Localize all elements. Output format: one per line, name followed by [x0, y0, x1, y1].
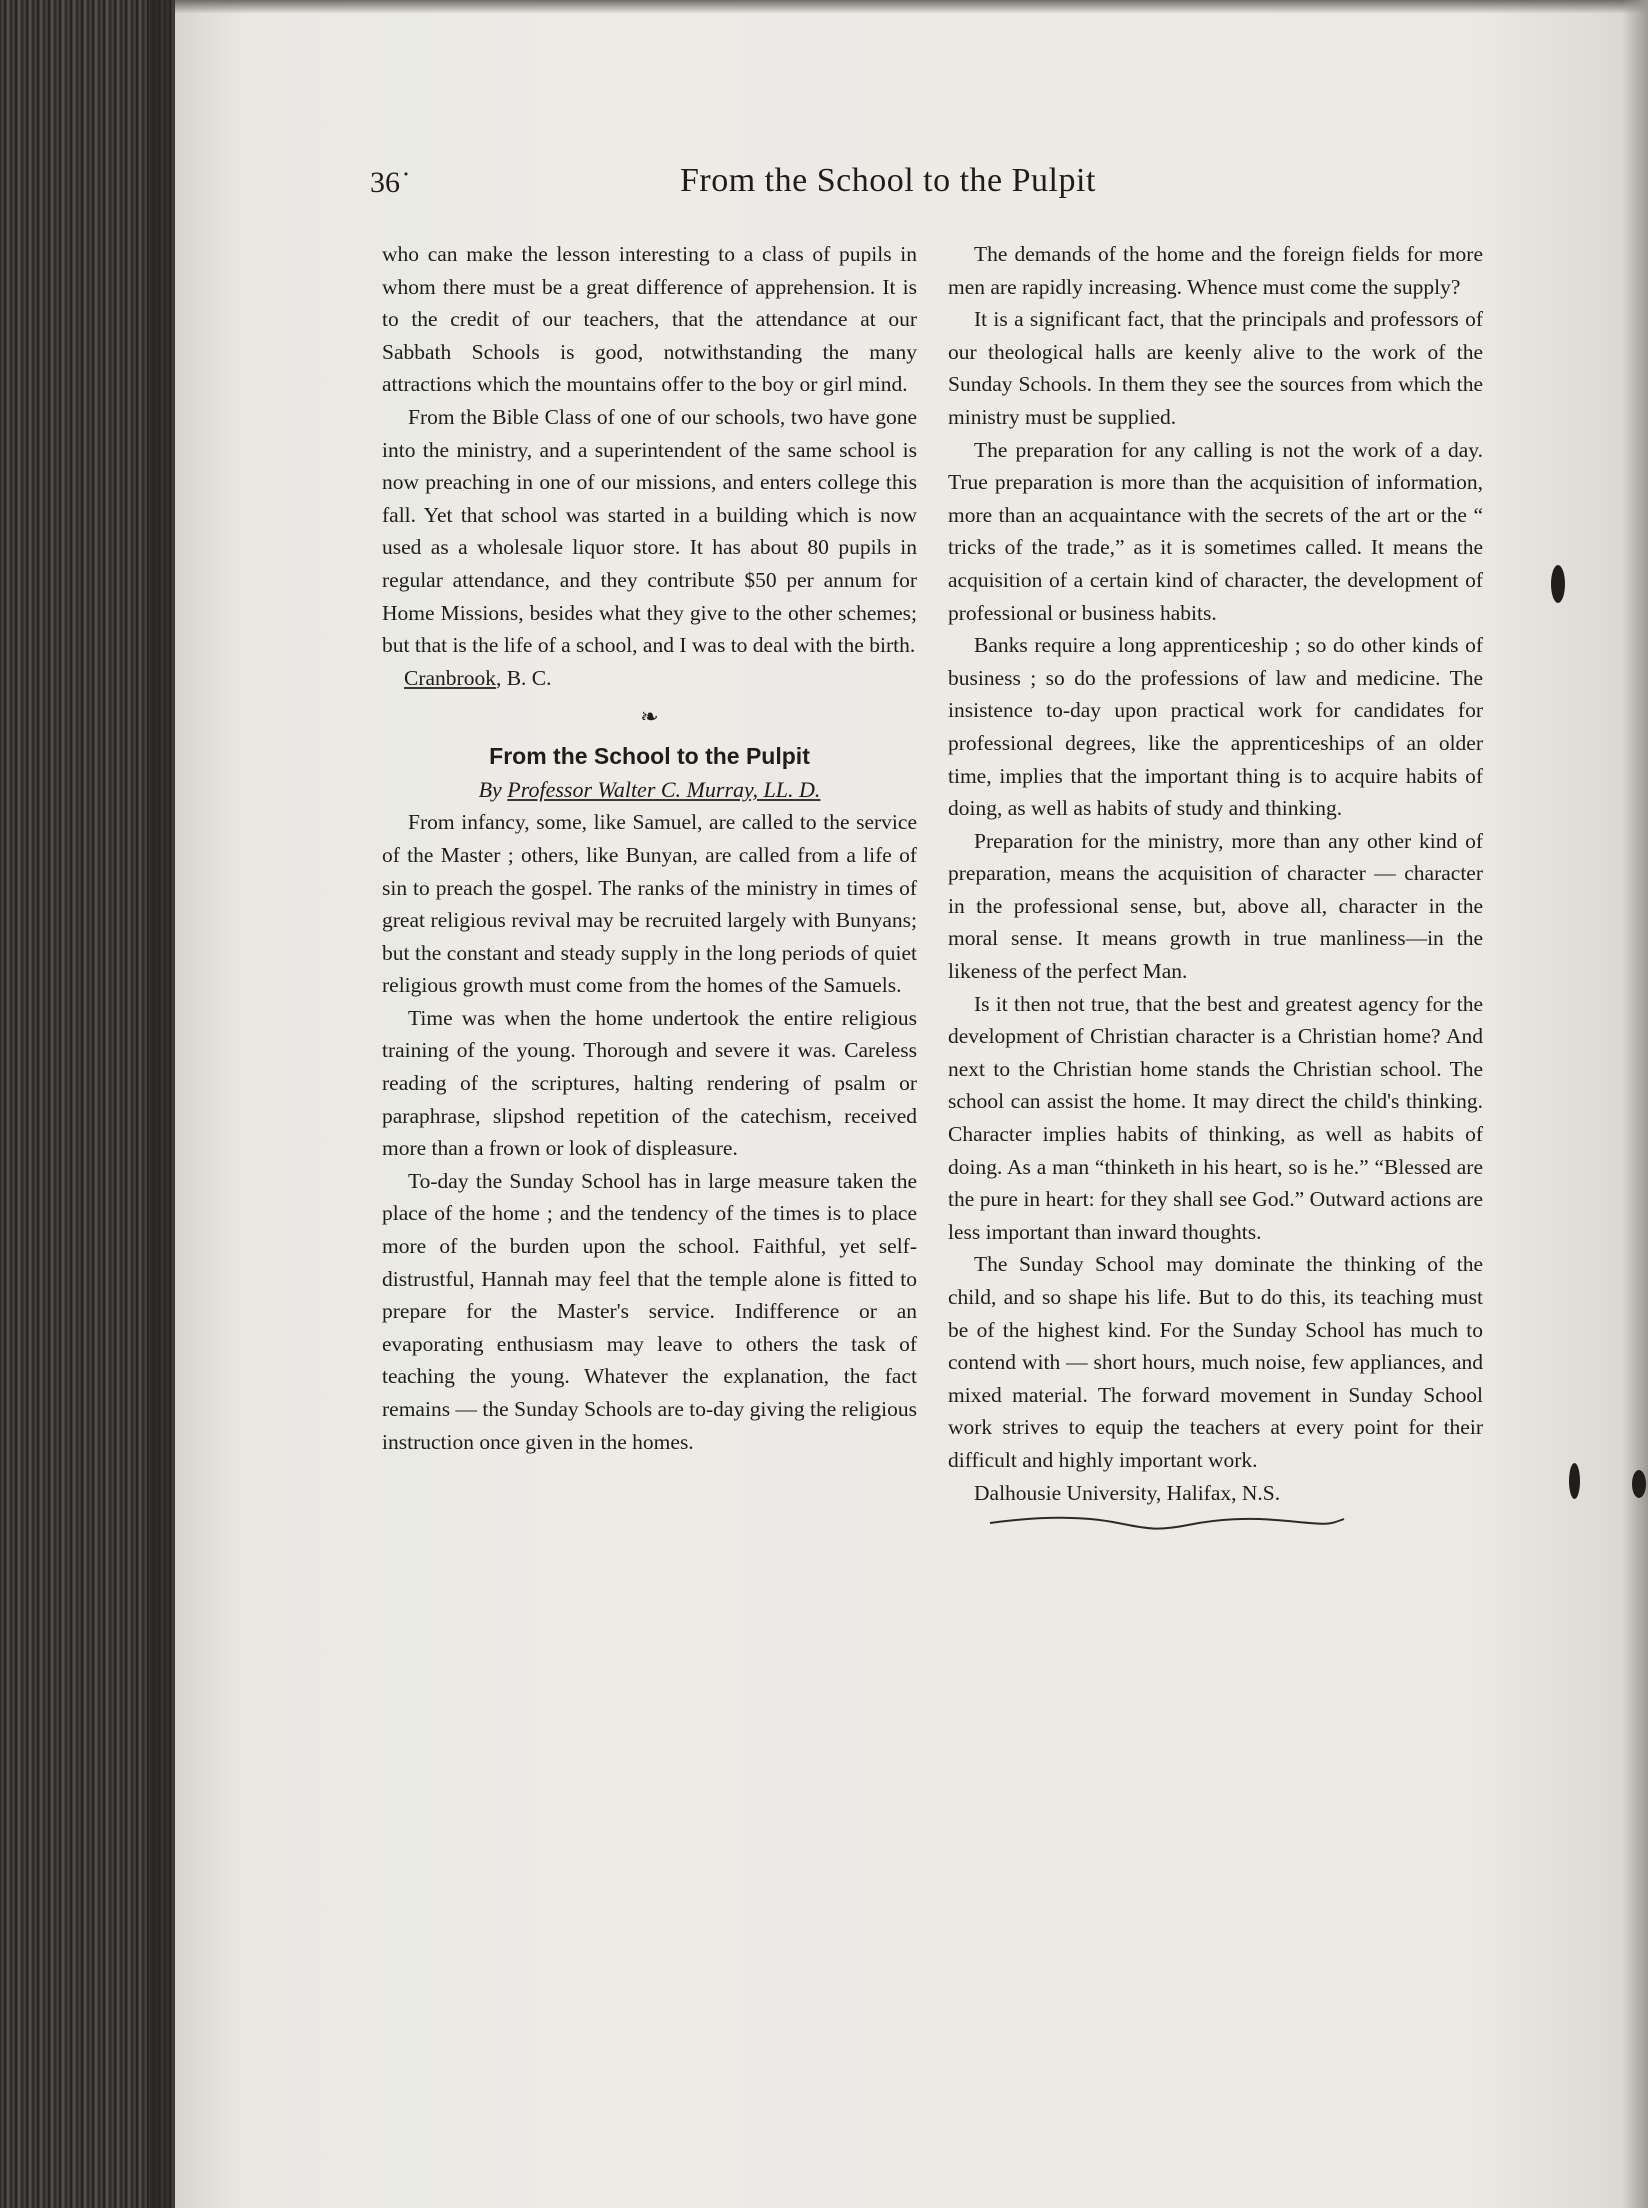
right-column	[948, 238, 1483, 1533]
paragraph: From the Bible Class of one of our schools, two have gone into the ministry, and a superintendent of the same school is now preaching in one of our missions, and enters college this fall. Yet that school was started in a building which is now used as a wholesale liquor store. It has about 80 pupils in regular attendance, and they contribute $50 per annum for Home Missions, besides what they give to the other schemes; but that is the life of a school, and I was to deal with the birth.	[382, 404, 917, 658]
paragraph: The preparation for any calling is not the work of a day. True preparation is more than the acquisition of information, more than an acquaintance with the secrets of the art or the “ tricks of the trade,” as it is sometimes called. It means the acquisition of a certain kind of character, the development of professional or business habits.	[948, 437, 1483, 625]
page-header	[370, 162, 1490, 216]
paragraph: It is a significant fact, that the principals and professors of our theological halls are keenly alive to the work of the Sunday Schools. In them they see the sources from which the ministry must be supplied.	[948, 307, 1483, 429]
paragraph: Time was when the home undertook the entire religious training of the young. Thorough and severe it was. Careless reading of the scriptures, halting rendering of psalm or paraphrase, slipshod repetition of the catechism, received more than a frown or look of displeasure.	[382, 1005, 917, 1161]
place-province: , B. C.	[495, 665, 552, 690]
paragraph: The Sunday School may dominate the thinking of the child, and so shape his life. But to do this, its teaching must be of the highest kind. For the Sunday School has much to contend with — short hours, much noise, few appliances, and mixed material. The forward movement in Sunday School work strives to equip the teachers at every point for their difficult and highly important work.	[948, 1252, 1483, 1472]
paragraph: From infancy, some, like Samuel, are called to the service of the Master ; others, like Bunyan, are called from a life of sin to preach the gospel. The ranks of the ministry in times of great religious revival may be recruited largely with Bunyans; but the constant and steady supply in the long periods of quiet religious growth must come from the homes of the Samuels.	[382, 810, 917, 998]
top-shadow	[175, 0, 1648, 14]
section-ornament: ❧	[640, 704, 659, 730]
margin-ink-mark-top	[1551, 565, 1565, 603]
byline	[382, 774, 917, 806]
place-city: Cranbrook	[404, 665, 496, 690]
paragraph: Banks require a long apprenticeship ; so do other kinds of business ; so do the professions of law and medicine. The insistence to-day upon practical work for candidates for professional degrees, like the apprenticeships of an older time, implies that the important thing is to acquire habits of doing, as well as habits of study and thinking.	[948, 633, 1483, 821]
margin-ink-mark-bottom	[1569, 1463, 1580, 1499]
paragraph: who can make the lesson interesting to a class of pupils in whom there must be a great difference of apprehension. It is to the credit of our teachers, that the attendance at our Sabbath Schools is good, notwithstanding the many attractions which the mountains offer to the boy or girl mind.	[382, 242, 917, 397]
byline-prefix: By	[478, 777, 508, 803]
article-title: From the School to the Pulpit	[489, 743, 810, 770]
book-page-edges	[0, 0, 190, 2208]
paragraph: To-day the Sunday School has in large measure taken the place of the home ; and the tendency of the times is to place more of the burden upon the school. Faithful, yet self-distrustful, Hannah may feel that the temple alone is fitted to prepare for the Master's service. Indifference or an evaporating enthusiasm may leave to others the task of teaching the young. Whatever the explanation, the fact remains — the Sunday Schools are to-day giving the religious instruction once given in the homes.	[382, 1168, 917, 1454]
right-page-edge	[1622, 0, 1648, 2208]
paragraph: Is it then not true, that the best and greatest agency for the development of Christian character is a Christian home? And next to the Christian home stands the Christian school. The school can assist the home. It may direct the child's thinking. Character implies habits of thinking, as well as habits of doing. As a man “thinketh in his heart, so is he.” “Blessed are the pure in heart: for they shall see God.” Outward actions are less important than inward thoughts.	[948, 991, 1483, 1244]
ink-flourish	[988, 1511, 1348, 1533]
byline-author: Professor Walter C. Murray, LL. D.	[507, 777, 821, 803]
paragraph: The demands of the home and the foreign fields for more men are rapidly increasing. Whence must come the supply?	[948, 242, 1483, 299]
left-column	[382, 238, 917, 1458]
place-signature	[382, 662, 917, 695]
running-title: From the School to the Pulpit	[680, 162, 1096, 199]
place-signature: Dalhousie University, Halifax, N.S.	[974, 1480, 1281, 1505]
margin-ink-mark-edge	[1632, 1470, 1646, 1498]
page-number: 36 ̇	[370, 166, 407, 199]
paragraph: Preparation for the ministry, more than any other kind of preparation, means the acquisition of character — character in the professional sense, but, above all, character in the moral sense. It means growth in true manliness—in the likeness of the perfect Man.	[948, 828, 1483, 984]
